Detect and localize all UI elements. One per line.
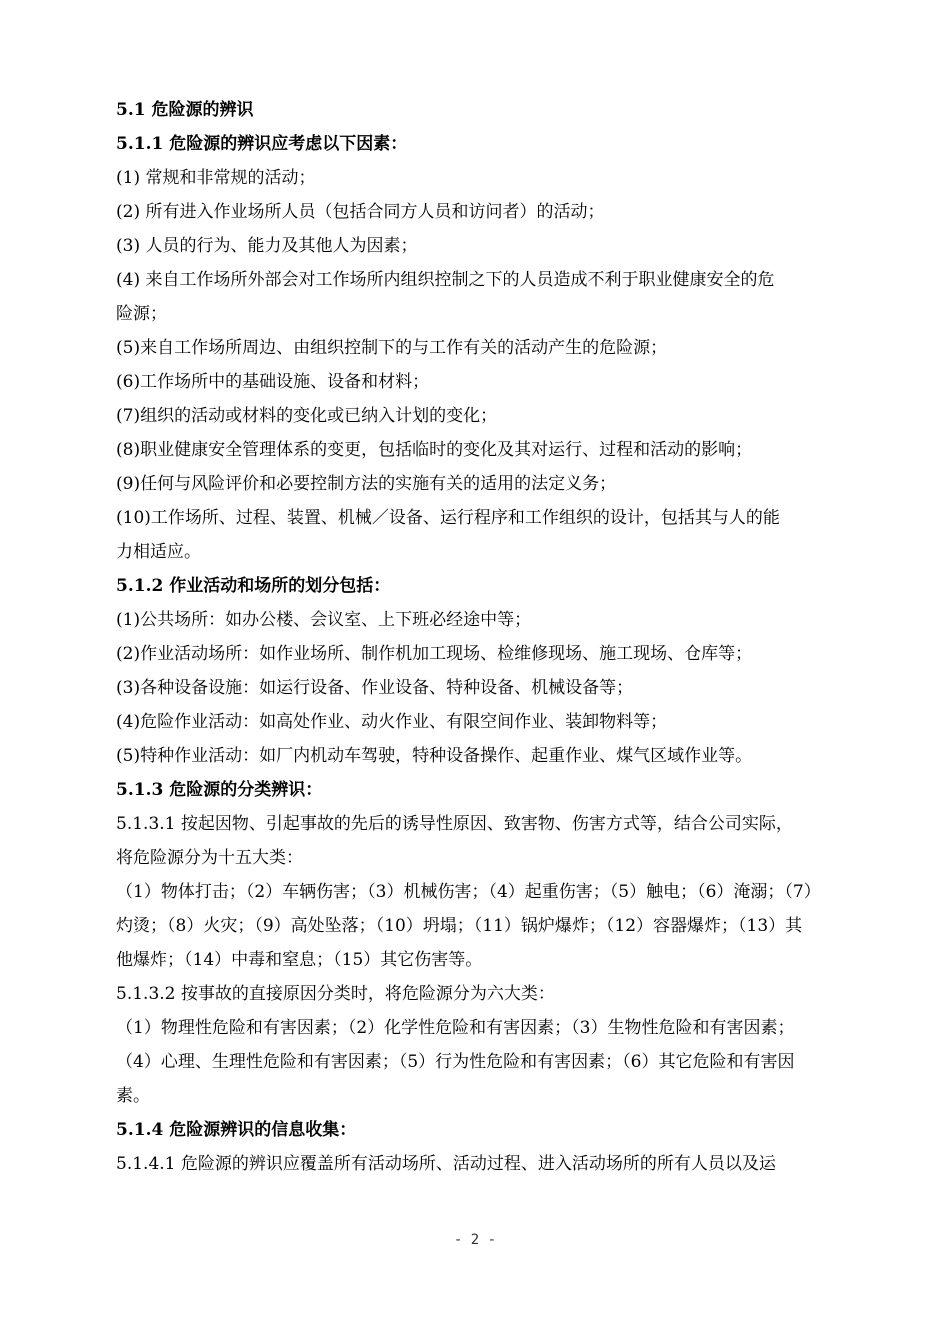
paragraph-line: 他爆炸；（14）中毒和窒息；（15）其它伤害等。 xyxy=(116,950,483,970)
paragraph-line: (4) 来自工作场所外部会对工作场所内组织控制之下的人员造成不利于职业健康安全的危 xyxy=(116,270,775,290)
section-heading: 5.1.2 作业活动和场所的划分包括： xyxy=(116,576,391,596)
paragraph-line: 将危险源分为十五大类： xyxy=(116,848,303,868)
paragraph-line: （4）心理、生理性危险和有害因素；（5）行为性危险和有害因素；（6）其它危险和有害因 xyxy=(116,1052,795,1072)
paragraph-line: 5.1.3.2 按事故的直接原因分类时，将危险源分为六大类： xyxy=(116,984,555,1004)
paragraph-line: 灼烫；（8）火灾；（9）高处坠落；（10）坍塌；（11）锅炉爆炸；（12）容器爆炸；（13）其 xyxy=(116,916,803,936)
paragraph-line: (1)公共场所：如办公楼、会议室、上下班必经途中等； xyxy=(116,610,532,630)
paragraph-line: (1) 常规和非常规的活动； xyxy=(116,168,316,188)
paragraph-line: 险源； xyxy=(116,304,167,324)
paragraph-line: (10)工作场所、过程、装置、机械／设备、运行程序和工作组织的设计，包括其与人的能 xyxy=(116,508,780,528)
paragraph-line: 5.1.4.1 危险源的辨识应覆盖所有活动场所、活动过程、进入活动场所的所有人员以及运 xyxy=(116,1154,776,1174)
paragraph-line: 5.1.3.1 按起因物、引起事故的先后的诱导性原因、致害物、伤害方式等，结合公司实际， xyxy=(116,814,793,834)
paragraph-line: (6)工作场所中的基础设施、设备和材料； xyxy=(116,372,430,392)
paragraph-line: (5)来自工作场所周边、由组织控制下的与工作有关的活动产生的危险源； xyxy=(116,338,668,358)
paragraph-line: （1）物理性危险和有害因素；（2）化学性危险和有害因素；（3）生物性危险和有害因素； xyxy=(116,1018,795,1038)
paragraph-line: 素。 xyxy=(116,1086,150,1106)
paragraph-line: (2)作业活动场所：如作业场所、制作机加工现场、检维修现场、施工现场、仓库等； xyxy=(116,644,753,664)
section-heading: 5.1 危险源的辨识 xyxy=(116,100,254,120)
paragraph-line: （1）物体打击；（2）车辆伤害；（3）机械伤害；（4）起重伤害；（5）触电；（6）淹溺；（7） xyxy=(116,882,821,902)
paragraph-line: (7)组织的活动或材料的变化或已纳入计划的变化； xyxy=(116,406,498,426)
paragraph-line: (9)任何与风险评价和必要控制方法的实施有关的适用的法定义务； xyxy=(116,474,617,494)
paragraph-line: (2) 所有进入作业场所人员（包括合同方人员和访问者）的活动； xyxy=(116,202,605,222)
paragraph-line: 力相适应。 xyxy=(116,542,201,562)
paragraph-line: (8)职业健康安全管理体系的变更，包括临时的变化及其对运行、过程和活动的影响； xyxy=(116,440,753,460)
section-heading: 5.1.4 危险源辨识的信息收集： xyxy=(116,1120,357,1140)
document-body xyxy=(116,93,864,1181)
paragraph-line: (3) 人员的行为、能力及其他人为因素； xyxy=(116,236,418,256)
section-heading: 5.1.3 危险源的分类辨识： xyxy=(116,780,323,800)
paragraph-line: (4)危险作业活动：如高处作业、动火作业、有限空间作业、装卸物料等； xyxy=(116,712,668,732)
paragraph-line: (5)特种作业活动：如厂内机动车驾驶，特种设备操作、起重作业、煤气区域作业等。 xyxy=(116,746,753,766)
page-number: - 2 - xyxy=(453,1232,497,1248)
section-heading: 5.1.1 危险源的辨识应考虑以下因素： xyxy=(116,134,408,154)
paragraph-line: (3)各种设备设施：如运行设备、作业设备、特种设备、机械设备等； xyxy=(116,678,634,698)
